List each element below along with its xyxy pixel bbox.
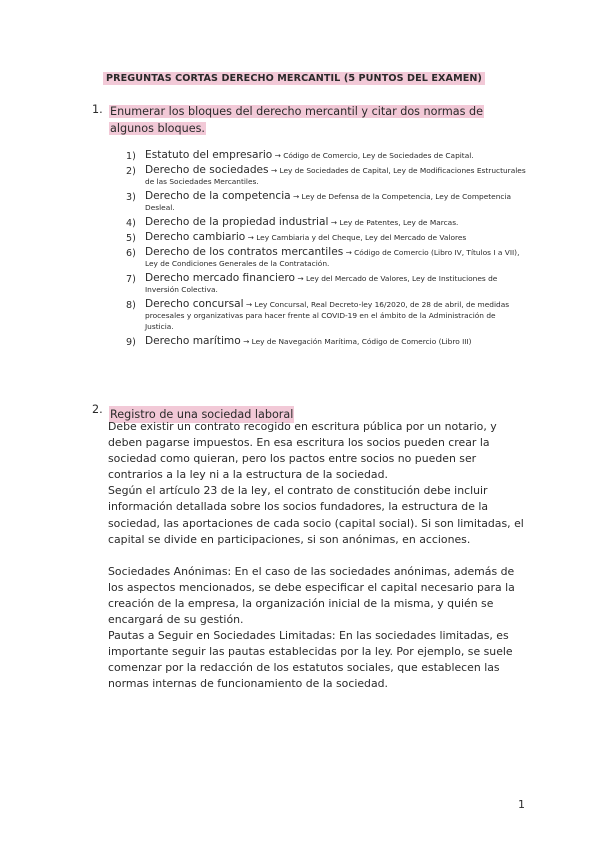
- list-item-description: Ley de Navegación Marítima, Código de Comercio (Libro III): [251, 337, 472, 346]
- answer-2-body: [108, 419, 533, 693]
- list-item-number: 1): [126, 151, 136, 162]
- question-1-text: Enumerar los bloques del derecho mercantil y citar dos normas de algunos bloques.: [110, 105, 484, 135]
- list-item-name: Derecho de la competencia: [145, 190, 291, 202]
- page-number: 1: [518, 798, 525, 811]
- paragraph: Debe existir un contrato recogido en escritura pública por un notario, y deben pagarse impuestos. En esa escritura los socios pueden crear la sociedad como quieran, pero los pactos entre socios no pueden ser contrarios a la ley ni a la estructura de la sociedad.: [108, 420, 497, 482]
- paragraph: Según el artículo 23 de la ley, el contrato de constitución debe incluir información detallada sobre los socios fundadores, la estructura de la sociedad, las aportaciones de cada socio (capital social). Si son limitadas, el capital se divide en participaciones, si son anónimas, en acciones.: [108, 484, 524, 546]
- list-item-description: Código de Comercio, Ley de Sociedades de Capital.: [283, 151, 474, 160]
- question-2-text: Registro de una sociedad laboral: [110, 408, 294, 421]
- list-item-name: Derecho concursal: [145, 298, 244, 310]
- arrow-icon: →: [290, 192, 302, 201]
- list-item: [126, 247, 526, 269]
- paragraph: Sociedades Anónimas: En el caso de las sociedades anónimas, además de los aspectos mencionados, se debe especificar el capital necesario para la creación de la empresa, la organización inicial de la misma, y quién se encargará de su gestión.: [108, 564, 515, 627]
- list-item-name: Derecho cambiario: [145, 231, 246, 243]
- list-item-number: 4): [126, 218, 136, 229]
- list-item-name: Derecho de la propiedad industrial: [145, 216, 329, 228]
- list-item: [126, 191, 526, 213]
- list-item-description: Ley Concursal, Real Decreto-ley 16/2020, de 28 de abril, de medidas procesales y organizativas para hacer frente al COVID-19 en el ámbito de la Administración de Justicia.: [145, 300, 510, 331]
- question-1-text-wrap: [109, 103, 522, 137]
- question-1: [92, 103, 522, 137]
- list-item-number: 9): [126, 337, 136, 348]
- list-item: [126, 299, 526, 332]
- list-item-name: Derecho de sociedades: [145, 164, 269, 176]
- list-item-number: 7): [126, 274, 136, 285]
- list-item-description: Ley Cambiaria y del Cheque, Ley del Mercado de Valores: [256, 233, 467, 242]
- paragraph: Pautas a Seguir en Sociedades Limitadas: En las sociedades limitadas, es importante seguir las pautas establecidas por la ley. Por ejemplo, se suele comenzar por la redacción de los estatutos sociales, que establecen las normas internas de funcionamiento de la sociedad.: [108, 629, 513, 691]
- question-2-number: 2.: [92, 403, 103, 416]
- arrow-icon: →: [243, 300, 255, 309]
- arrow-icon: →: [295, 274, 306, 283]
- list-item-name: Estatuto del empresario: [145, 149, 273, 161]
- paragraph-gap: [108, 548, 533, 564]
- list-item-name: Derecho marítimo: [145, 335, 241, 347]
- list-item-description: Ley de Defensa de la Competencia, Ley de Competencia Desleal.: [145, 192, 512, 212]
- question-1-number: 1.: [92, 103, 103, 116]
- list-item-number: 2): [126, 166, 136, 177]
- list-item-number: 8): [126, 300, 136, 311]
- list-item: [126, 150, 526, 161]
- list-item-name: Derecho de los contratos mercantiles: [145, 246, 344, 258]
- arrow-icon: →: [240, 337, 252, 346]
- arrow-icon: →: [328, 218, 340, 227]
- list-item-description: Ley del Mercado de Valores, Ley de Instituciones de Inversión Colectiva.: [145, 274, 498, 294]
- list-item-number: 6): [126, 248, 136, 259]
- list-item: [126, 273, 526, 295]
- list-item: [126, 336, 526, 347]
- list-item-number: 3): [126, 192, 136, 203]
- list-item: [126, 165, 526, 187]
- list-item-description: Ley de Patentes, Ley de Marcas.: [339, 218, 459, 227]
- arrow-icon: →: [268, 166, 280, 175]
- list-item: [126, 217, 526, 228]
- mercantil-blocks-list: [126, 150, 526, 351]
- document-title: PREGUNTAS CORTAS DERECHO MERCANTIL (5 PUNTOS DEL EXAMEN): [103, 72, 485, 85]
- list-item-name: Derecho mercado financiero: [145, 272, 296, 284]
- arrow-icon: →: [343, 248, 355, 257]
- arrow-icon: →: [245, 233, 257, 242]
- list-item-number: 5): [126, 233, 136, 244]
- arrow-icon: →: [272, 151, 284, 160]
- list-item: [126, 232, 526, 243]
- list-item-description: Código de Comercio (Libro IV, Títulos I a VII), Ley de Condiciones Generales de la Contratación.: [145, 248, 520, 268]
- list-item-description: Ley de Sociedades de Capital, Ley de Modificaciones Estructurales de las Sociedades Mercantiles.: [145, 166, 526, 186]
